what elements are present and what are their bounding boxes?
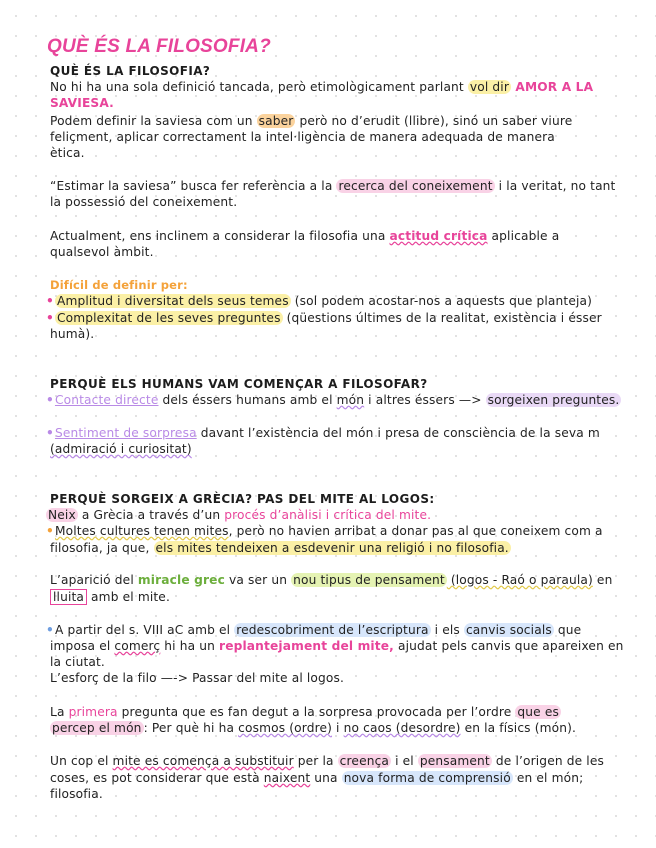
emphasis-text: AMOR A LA	[511, 80, 594, 94]
text-span: una	[310, 771, 342, 785]
bullet-item	[46, 392, 621, 408]
text-span: filosofia, ja que,	[50, 541, 154, 555]
text-span: Moltes cultures tenen mites	[54, 524, 229, 538]
bullet-item	[46, 523, 603, 539]
text-span: L’aparició del	[50, 573, 138, 587]
highlight-text: nou tipus de pensament	[293, 573, 445, 587]
text-span: A partir del s. VIII aC amb el	[54, 623, 235, 637]
paragraph-line: qualsevol àmbit.	[50, 245, 154, 259]
bullet-icon: •	[46, 294, 54, 308]
section-heading-what-is-philosophy: QUÈ ÉS LA FILOSOFIA?	[50, 64, 211, 78]
paragraph-line	[50, 178, 616, 194]
text-span: (qüestions últimes de la realitat, existència i ésser	[282, 311, 602, 325]
page-title: QUÈ ÉS LA FILOSOFIA?	[47, 36, 271, 57]
highlight-text: vol dir	[469, 80, 510, 94]
text-span: davant l’existència del món i presa de consciència de la seva m	[196, 426, 600, 440]
bullet-item	[46, 622, 581, 638]
paragraph-line	[50, 79, 593, 95]
text-span: (admiració i curiositat)	[50, 442, 192, 456]
text-span: en	[592, 573, 613, 587]
text-span: ajudat pels canvis que apareixen en	[393, 639, 624, 653]
text-span: i la veritat, no tant	[494, 179, 616, 193]
text-span: No hi ha una sola definició tancada, però etimològicament parlant	[50, 80, 468, 94]
text-span: , però no havien arribat a donar pas al que coneixem com a	[228, 524, 603, 538]
bullet-icon: •	[46, 393, 54, 407]
bullet-item	[46, 293, 592, 309]
text-span: en el món;	[512, 771, 584, 785]
paragraph-line	[50, 770, 583, 786]
bullet-item	[46, 425, 600, 441]
bullet-item	[46, 310, 602, 326]
text-span: Actualment, ens inclinem a considerar la filosofia una	[50, 229, 390, 243]
text-span: amb el mite.	[87, 590, 170, 604]
text-span: món	[336, 393, 365, 407]
text-span: (logos - Raó o paraula)	[446, 573, 593, 587]
paragraph-line	[50, 228, 559, 244]
highlight-text: els mites tendeixen a esdevenir una religió i no filosofia.	[155, 541, 509, 555]
paragraph-line	[50, 441, 192, 457]
bullet-icon: •	[46, 311, 54, 325]
emphasis-text: procés d’anàlisi i crítica del mite.	[224, 508, 432, 522]
text-span: Podem definir la saviesa com un	[50, 114, 257, 128]
text-span: i els	[430, 623, 464, 637]
paragraph-line: ètica.	[50, 146, 85, 160]
paragraph-line: humà).	[50, 327, 95, 341]
text-span: imposa el	[50, 639, 115, 653]
text-span: a Grècia a través d’un	[77, 508, 225, 522]
text-span: pregunta que es fan degut a la sorpresa provocada per l’ordre	[117, 705, 516, 719]
text-span: no caos (desordre)	[343, 721, 461, 735]
section-heading-why-greece: PERQUÈ SORGEIX A GRÈCIA? PAS DEL MITE AL LOGOS:	[50, 492, 435, 506]
text-span: “Estimar la saviesa” busca fer referència a la	[50, 179, 337, 193]
emphasis-text: replantejament del mite,	[219, 639, 394, 653]
highlight-text: creença	[339, 754, 390, 768]
paragraph-line: feliçment, aplicar correctament la intel·ligència de manera adequada de manera	[50, 130, 555, 144]
text-span: però no d’erudit (llibre), sinó un saber viure	[295, 114, 573, 128]
bullet-icon: •	[46, 426, 54, 440]
bullet-icon: •	[46, 524, 54, 538]
highlight-text: percep el món	[52, 721, 142, 735]
text-span: Un cop el	[50, 754, 113, 768]
highlight-text: Amplitud i diversitat dels seus temes	[56, 294, 289, 308]
paragraph-line	[50, 704, 561, 720]
text-span: naixent	[263, 771, 311, 785]
paragraph-line: filosofia.	[50, 787, 103, 801]
paragraph-line	[50, 720, 576, 736]
emphasis-text: primera	[68, 705, 118, 719]
text-span: i el	[391, 754, 418, 768]
highlight-text: pensament	[419, 754, 490, 768]
text-span: per la	[293, 754, 338, 768]
text-span: aplicable a	[487, 229, 560, 243]
paragraph-line	[46, 507, 431, 523]
paragraph-line	[50, 95, 114, 111]
highlight-text: Neix	[48, 508, 76, 522]
text-span: mite es comença a substituir	[112, 754, 294, 768]
paragraph-line	[50, 753, 604, 769]
subheading-difficult: Difícil de definir per:	[50, 278, 188, 292]
bullet-icon: •	[46, 623, 54, 637]
highlight-text: recerca del coneixement	[338, 179, 493, 193]
section-heading-why-philosophize: PERQUÈ ELS HUMANS VAM COMENÇAR A FILOSOFAR?	[50, 377, 428, 391]
highlight-text: Complexitat de les seves preguntes	[56, 311, 281, 325]
text-span: cosmos (ordre)	[238, 721, 333, 735]
highlight-text: que es	[517, 705, 559, 719]
text-span: i	[332, 721, 344, 735]
text-span: La	[50, 705, 69, 719]
emphasis-text: SAVIESA.	[50, 96, 114, 110]
text-span: en la físics (món).	[460, 721, 577, 735]
paragraph-line: la possessió del coneixement.	[50, 195, 238, 209]
paragraph-line	[50, 572, 612, 588]
text-span: de l’origen de les	[491, 754, 604, 768]
highlight-text: redescobriment de l’escriptura	[236, 623, 429, 637]
paragraph-line: la ciutat.	[50, 655, 105, 669]
text-span: va ser un	[224, 573, 292, 587]
text-span: hi ha un	[160, 639, 220, 653]
highlight-text: canvis socials	[465, 623, 552, 637]
text-span: (sol podem acostar-nos a aquests que planteja)	[290, 294, 593, 308]
paragraph-line	[50, 540, 511, 556]
text-span: comerç	[114, 639, 161, 653]
paragraph-line	[50, 638, 624, 654]
text-span: coses, es pot considerar que està	[50, 771, 264, 785]
underlined-text: Sentiment de sorpresa	[54, 426, 197, 440]
highlight-text: sorgeixen preguntes.	[487, 393, 620, 407]
text-span: que	[553, 623, 582, 637]
boxed-text: lluita	[50, 589, 87, 605]
text-span: dels éssers humans amb el	[158, 393, 337, 407]
emphasis-text: miracle grec	[137, 573, 225, 587]
emphasis-text: actitud crítica	[389, 229, 488, 243]
underlined-text: Contacte directe	[54, 393, 159, 407]
highlight-text: saber	[258, 114, 294, 128]
paragraph-line: L’esforç de la filo —-> Passar del mite al logos.	[50, 671, 345, 685]
paragraph-line	[50, 113, 572, 129]
paragraph-line	[50, 589, 170, 605]
text-span: : Per què hi ha	[143, 721, 239, 735]
text-span: i altres éssers —>	[364, 393, 486, 407]
highlight-text: nova forma de comprensió	[343, 771, 511, 785]
